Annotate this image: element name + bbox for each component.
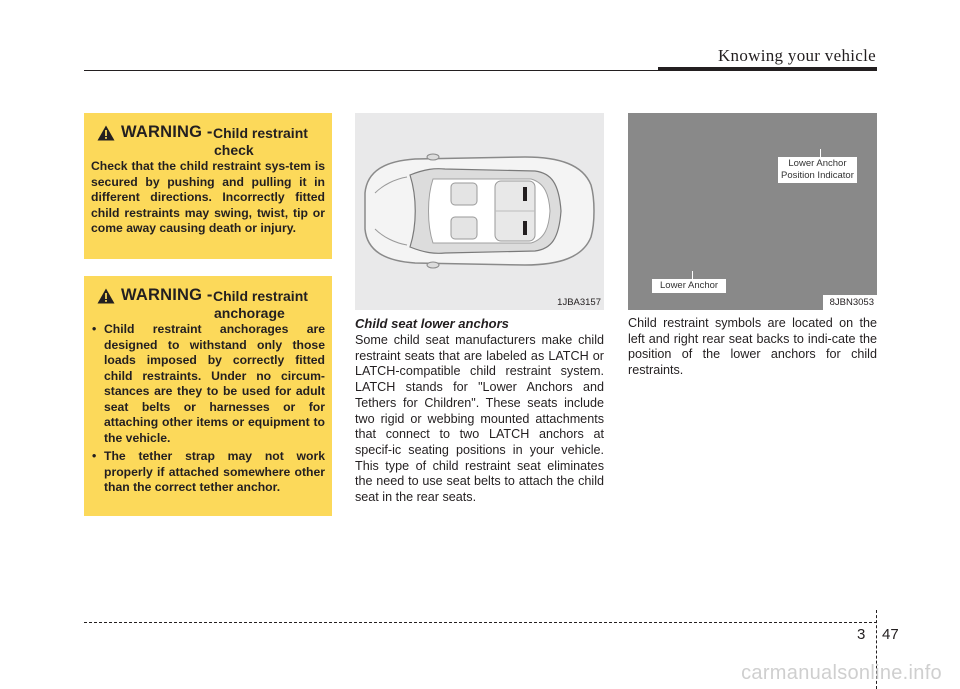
section-body: Some child seat manufacturers make child restraint seats that are labeled as LATCH or LATCH-compatible child restraint system. LATCH stands for "Lower Anchors and Tethers for Children". These seats include two rigid or webbing mounted attachments that connect to two LATCH anchors at specif-ic seating positions in your vehicle. This type of child restraint seat eliminates the need to use seat belts to attach the child seat in the rear seats. <box>355 333 604 505</box>
rear-seat-photo-figure <box>628 113 877 310</box>
warning-box-check <box>84 113 332 259</box>
callout-text: Lower Anchor <box>788 158 847 169</box>
symbol-description: Child restraint symbols are located on the left and right rear seat backs to indi-cate the position of the lower anchors for child restraints. <box>628 316 877 378</box>
header-rule <box>84 70 658 71</box>
watermark: carmanualsonline.info <box>741 662 942 684</box>
section-title: Knowing your vehicle <box>717 46 876 65</box>
warning-list <box>91 322 325 496</box>
car-top-view-figure <box>355 113 604 310</box>
callout-text: Position Indicator <box>781 170 854 181</box>
warning-label: WARNING - <box>121 123 213 141</box>
warning-subtitle-cont: anchorage <box>214 305 285 321</box>
warning-body: Check that the child restraint sys-tem is secured by pushing and pulling it in different directions. Incorrectly fitted child restraints may swing, twist, tip or come away causing death or injury. <box>91 159 325 235</box>
footer-rule <box>84 622 877 623</box>
warning-triangle-icon <box>97 125 115 141</box>
warning-subtitle: Child restraint <box>213 125 308 141</box>
section-heading: Child seat lower anchors <box>355 316 509 331</box>
page-number: 47 <box>882 626 899 643</box>
figure-code: 1JBA3157 <box>557 297 601 308</box>
warning-header <box>91 123 325 159</box>
warning-triangle-icon <box>97 288 115 304</box>
header-rule-accent <box>658 67 877 71</box>
warning-header <box>91 286 325 322</box>
callout-position-indicator <box>778 157 857 183</box>
warning-label: WARNING - <box>121 286 213 304</box>
car-illustration <box>355 113 604 310</box>
warning-list-item: • Child restraint anchorages are designed to withstand only those loads imposed by correctly fitted child restraints. Under no circum-stances are they to be used for adult seat belts or harnesses or for attaching other items or equipment to the vehicle. <box>91 322 325 446</box>
warning-subtitle-cont: check <box>214 142 254 158</box>
warning-box-anchorage <box>84 276 332 516</box>
callout-lower-anchor: Lower Anchor <box>652 279 726 293</box>
figure-code: 8JBN3053 <box>829 297 874 308</box>
warning-subtitle: Child restraint <box>213 288 308 304</box>
warning-list-item: • The tether strap may not work properly if attached somewhere other than the correct tether anchor. <box>91 449 325 496</box>
chapter-number: 3 <box>857 626 866 643</box>
